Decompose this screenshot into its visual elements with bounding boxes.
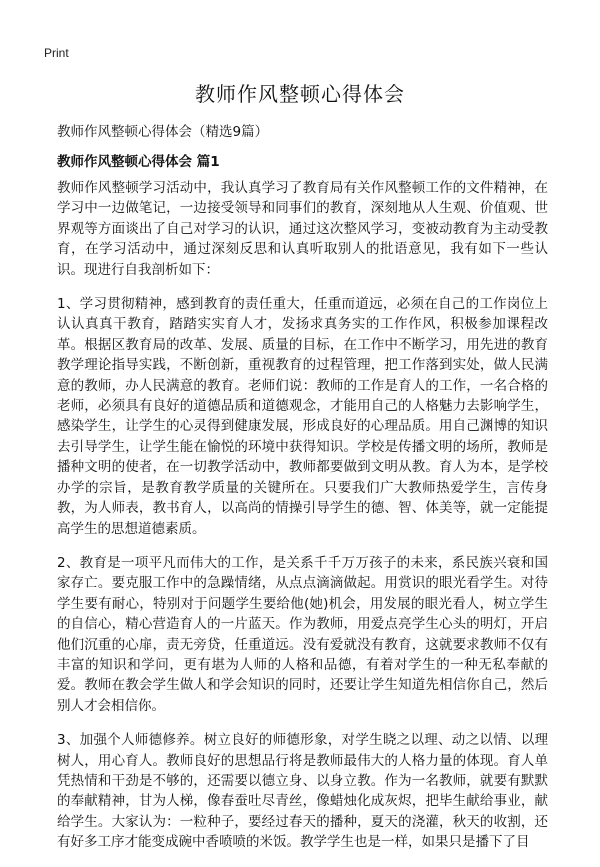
paragraph-intro: 教师作风整顿学习活动中，我认真学习了教育局有关作风整顿工作的文件精神，在学习中一边做笔记，一边接受领导和同事们的教育，深刻地从人生观、价值观、世界观等方面谈出了自己对学习的认识，通过这次整风学习，变被动教育为主动受教育，在学习活动中，通过深刻反思和认真听取别人的批语意见，我有如下一些认识。现进行自我剖析如下： (57, 180, 548, 278)
paragraph-point-2: 2、教育是一项平凡而伟大的工作，是关系千千万万孩子的未来，系民族兴衰和国家存亡。要克服工作中的急躁情绪，从点点滴滴做起。用赏识的眼光看学生。对待学生要有耐心，特别对于问题学生要给他(她)机会，用发展的眼光看人，树立学生的自信心，精心营造育人的一片蓝天。作为教师，用爱点亮学生心头的明灯，开启他们沉重的心扉，责无旁贷，任重道远。没有爱就没有教育，这就要求教师不仅有丰富的知识和学问，更有堪为人师的人格和品德，有着对学生的一种无私奉献的爱。教师在教会学生做人和学会知识的同时，还要让学生知道先相信你自己，然后别人才会相信你。 (57, 554, 548, 714)
section-heading: 教师作风整顿心得体会 篇1 (57, 154, 220, 170)
document-subtitle: 教师作风整顿心得体会（精选9篇） (57, 124, 269, 140)
paragraph-point-1: 1、学习贯彻精神，感到教育的责任重大，任重而道远，必须在自己的工作岗位上认认真真干教育，踏踏实实育人才，发扬求真务实的工作作风，积极参加课程改革。根据区教育局的改革、发展、质量的目标，在工作中不断学习，用先进的教育教学理论指导实践，不断创新，重视教育的过程管理，把工作落到实处，做人民满意的教师，办人民满意的教育。老师们说：教师的工作是育人的工作，一名合格的老师，必须具有良好的道德品质和道德观念，才能用自己的人格魅力去影响学生，感染学生，让学生的心灵得到健康发展，形成良好的心理品质。用自己渊博的知识去引导学生，让学生能在愉悦的环境中获得知识。学校是传播文明的场所，教师是播种文明的使者，在一切教学活动中，教师都要做到文明从教。育人为本，是学校办学的宗旨，是教育教学质量的关键所在。只要我们广大教师热爱学生，言传身教，为人师表，教书育人，以高尚的情操引导学生的德、智、体美等，就一定能提高学生的思想道德素质。 (57, 296, 548, 537)
document-title: 教师作风整顿心得体会 (195, 82, 405, 106)
article-body (57, 178, 548, 867)
print-link[interactable]: Print (44, 46, 69, 60)
paragraph-point-3: 3、加强个人师德修养。树立良好的师德形象，对学生晓之以理、动之以情、以理树人，用心育人。教师良好的思想品行将是教师最伟大的人格力量的体现。育人单凭热情和干劲是不够的，还需要以德立身、以身立教。作为一名教师，就要有默默的奉献精神，甘为人梯，像春蚕吐尽青丝，像蜡烛化成灰烬，把毕生献给事业，献给学生。大家认为：一粒种子，要经过春天的播种，夏天的浇灌，秋天的收割，还有好多工序才能变成碗中香喷喷的米饭。教学学生也是一样，如果只是播下了目 (57, 732, 548, 851)
